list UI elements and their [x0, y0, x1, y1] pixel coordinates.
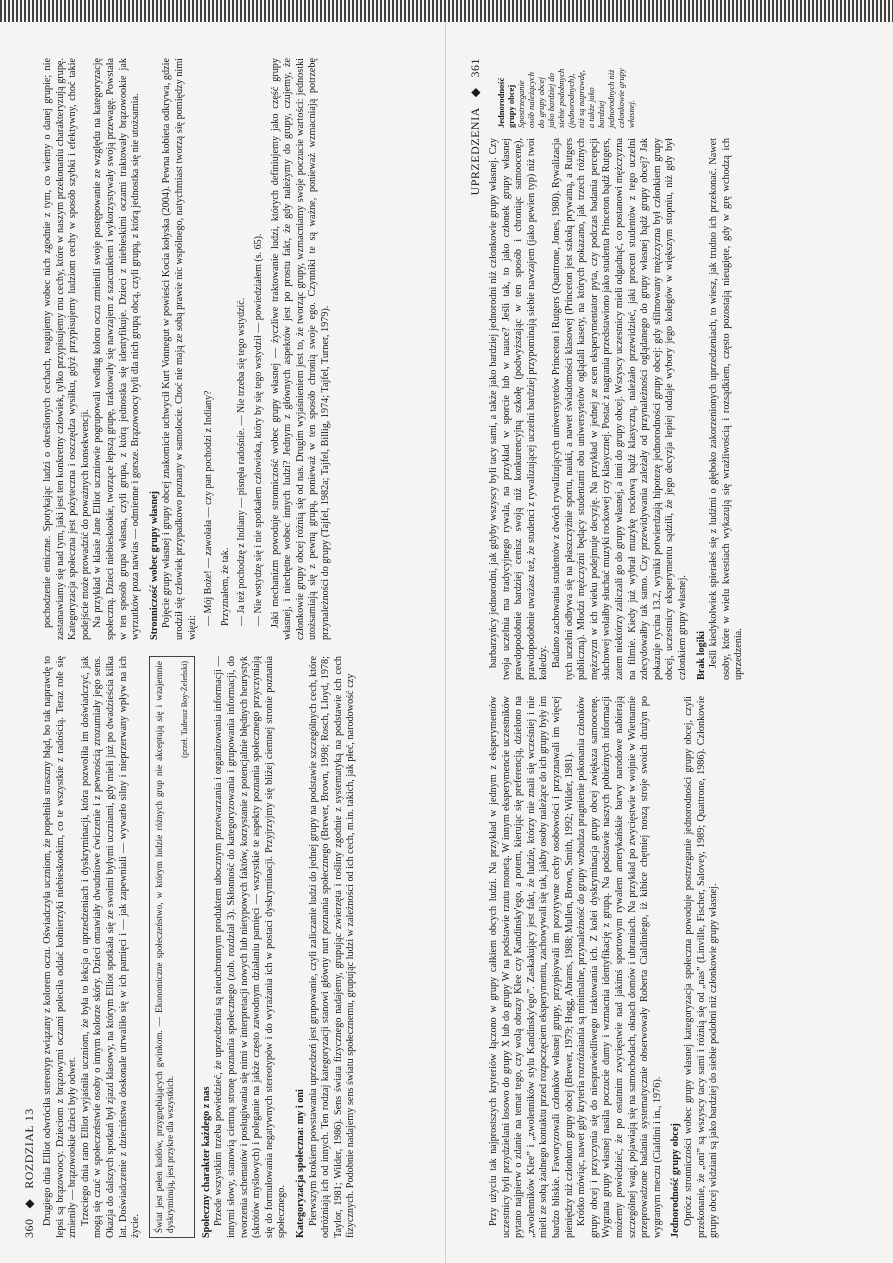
section-heading: Kategoryzacja społeczna: my i oni [294, 1089, 306, 1238]
paragraph: Drugiego dnia Elliot odwróciła stereotyp związany z kolorem oczu. Oświadczyła uczniom, że popełniła straszny błąd, bo tak naprawdę to lepsi są brązowoocy. Dzieciom z brązowymi oczami poleciła oddać kołnierzyki niebieskookim, co te wszystkie z radością. Teraz role się zmieniły — brązowookie dzieci były odwet. [42, 656, 79, 1238]
dialog-line: Przyznałem, że tak. [219, 547, 231, 626]
paragraph: Oprócz stronniczości wobec grupy własnej kategoryzacja społeczna powoduje postrzeganie jednorodności grupy obcej, czyli przekonanie, że „oni” są wszyscy tacy sami i różnią się od „nas” (Linville, Fischer, Salovey, 1989; Quattrone, 1986). Członkowie grupy obcej widziani są jako bardziej do siebie podobni niż członkowie grupy własnej. [682, 696, 720, 1238]
section-heading: Społeczny charakter każdego z nas [200, 1086, 212, 1238]
quote-source: (przeł. Tadeusz Boy-Żeleński) [179, 661, 189, 758]
paragraph: Jaki mechanizm powoduje stronniczość wobec grupy własnej — życzliwe traktowanie ludzi, których definiujemy jako część grupy własnej, i niechętne wobec innych ludzi? Jednym z głównych aspektów jest po prostu fakt, że gdy należymy do grupy, czujemy, że członkowie grupy obcej różnią się od nas. Drugim wyjaśnieniem jest to, że tworząc grupy, wzmacniamy swoje poczucie wartości: jednostki utożsamiają się z pewną grupą, ponieważ w ten sposób chronią swoje ego. Czynniki te są ważne, ponieważ wzmacniają potrzebę przynależności do grupy (Tajfel, 1982a; Tajfel, Billig, 1974; Tajfel, Turner, 1979). [269, 58, 331, 640]
paragraph: Przy użyciu tak najprostszych kryteriów łączono w grupy całkiem obcych ludzi. Na przykład w jednym z eksperymentów uczestnicy byli przydzielani losowo do grupy X lub do grupy W na podstawie rzutu monetą. W innym eksperymencie uczestników pytano najpierw o zdanie na temat tego, czy wolą obrazy Klee czy Kandinsky'ego, a potem, kierując się preferencją, dzielono na „zwolenników Klee” i „zwolenników stylu Kandinsky'ego”. Zaskakujący jest fakt, że ludzie, którzy nie znali się wcześniej i nie mieli ze sobą żadnego kontaktu przed rozpoczęciem eksperymentu, zachowywali się tak, jakby osoby należące do ich grupy były im bardzo bliskie. Faworyzowali członków własnej grupy, przypisywali im pozytywne cechy osobowości i przyznawali im więcej pieniędzy niż członkom grupy obcej (Brewer, 1979; Hogg, Abrams, 1988; Mullen, Brown, Smith, 1992; Wilder, 1981). [488, 696, 575, 1238]
left-page [14, 17, 434, 1258]
paragraph: Na przykład w klasie Jane Elliot uczniowie pogrupowali według koloru oczu zmienili swoje postępowanie ze względu na kategoryzację społeczną. Dzieci niebieskookie, tworzące lepszą grupę, traktowały się nawzajem z szacunkiem i wykorzystywały swoją przewagę. Powstała w ten sposób grupa własna, czyli grupa, z którą jednostka się identyfikuje. Dzieci z niebieskimi oczami traktowały brązowookie jak wyrzutków poza nawias — odmienne i gorsze. Brązowoocy byli dla nich grupą obcą, czyli grupą, z którą jednostka się nie utożsamia. [92, 58, 142, 640]
paragraph: barbarzyńcy jednorodni, jak gdyby wszyscy byli tacy sami, a także jako bardziej jednorodni niż członkowie grupy własnej. Czy twoja uczelnia ma tradycyjnego rywala, na przykład w sporcie lub w nauce? Jeśli tak, to jako członek grupy własnej prawdopodobnie bardziej cenisz swoją niż konkurencyjną szkołę (podwyższając w ten sposób i chroniąc samoocenę), prawdopodobnie uważasz też, że studenci z rywalizującej uczelni bardziej przypominają siebie nawzajem (jako pewien typ) niż twoi koledzy. [488, 138, 550, 680]
margin-term: Jednorodność grupy obcej [496, 77, 516, 128]
bullet-icon: ◆ [21, 1198, 36, 1209]
section-heading: Jednorodność grupy obcej [670, 1123, 682, 1238]
paragraph: Pierwszym krokiem powstawania uprzedzeń jest grupowanie, czyli zaliczanie ludzi do jednej grupy na podstawie szczególnych cech, które odróżniają ich od innych. Ten rodzaj kategoryzacji stanowi główny nurt poznania społecznego (Brewer, Brown, 1998; Rosch, Lloyd, 1978; Taylor, 1981; Wilder, 1986). Sens świata fizycznego nadajemy, grupując zwierzęta i rośliny zgodnie z systematyką na podstawie ich cech fizycznych. Podobnie nadajemy sens światu społecznemu, grupując ludzi w zależności od ich cech, m.in. takich, jak płeć, narodowość czy [307, 656, 357, 1238]
section-heading: Stronniczość wobec grupy własnej [148, 491, 160, 640]
left-page-number: 360 [21, 1218, 36, 1238]
paragraph: Jeśli kiedykolwiek spierałeś się z ludźmi o głęboko zakorzenionych uprzedzeniach, to wiesz, jak trudno ich przekonać. Nawet osoby, które w wielu kwestiach wykazują się wrażliwością i rozsądkiem, często pozostają nieugięte, gdy w grę wchodzą ich uprzedzenia. [708, 138, 745, 680]
left-column-2 [42, 58, 422, 640]
book-spread [0, 22, 893, 1263]
paragraph: Badano zachowania studentów z dwóch rywalizujących uniwersytetów Princeton i Rutgers (Quattrone, Jones, 1980). Rywalizacja tych uczelni odbywa się na płaszczyźnie sportu, nauki, a nawet świadomości klasowej (Princeton jest szkołą prywatną, a Rutgers publiczną). Młodzi mężczyźni będący studentami obu uniwersytetów oglądali kasety, na których pokazano, jak trzech różnych mężczyzn w ich wieku podejmuje decyzję. Na przykład w jednej ze scen eksperymentator pyta, czy podczas badania percepcji słuchowej wolałby słuchać muzyki rockowej czy klasycznej. Postać z nagrania przedstawiono jako studenta Princeton bądź Rutgers, zatem niektórzy zaliczali go do grupy własnej, a inni do grupy obcej. Wszyscy uczestnicy mieli odgadnąć, co postanowi mężczyzna na filmie. Kiedy już wybrał muzykę rockową bądź klasyczną, należało przewidzieć, jaki procent studentów z tego uczelni zdecydowałby tak samo. Czy przewidywania zależały od przynależności oglądanego do grupy własnej bądź grupy obcej? Jak pokazuje rycina 13.2, wyniki potwierdzają hipotezę jednorodności grupy obcej: gdy sfilmowany mężczyzna był członkiem grupy obcej, uczestnicy eksperymentu sądzili, że jego decyzja lepiej oddaje wybory jego kolegów w większym stopniu, niż gdy był członkiem grupy własnej. [550, 138, 688, 680]
right-column-1 [488, 696, 868, 1238]
right-column-2 [488, 138, 868, 680]
dialog-line: — Mój Boże! — zawołała — czy pan pochodzi z Indiany? [203, 390, 215, 626]
right-page [460, 17, 870, 1258]
right-page-number: 361 [467, 58, 482, 78]
dialog-line: — Nie wstydzę się i nie spotkałem człowieka, który by się tego wstydził — powiedziałem (s. 65). [252, 233, 264, 626]
quote-box [149, 656, 195, 1238]
left-running-head [20, 58, 38, 1238]
paragraph: pochodzenie etniczne. Spotykając ludzi o określonych cechach, reagujemy wobec nich zgodnie z tym, co wiemy o danej grupie; nie zastanawiamy się nad tym, jaki jest ten konkretny człowiek, tylko przypisujemy mu cechy, które w naszym przekonaniu charakteryzują grupę. Kategoryzacja społeczna jest pożyteczna i oszczędza wysiłku, gdyż przypisujemy ludziom cechy w sposób szybki i efektywny, choć takie podejście może prowadzić do poważnych konsekwencji. [42, 58, 91, 640]
section-heading: Brak logiki [695, 631, 707, 680]
bullet-icon: ◆ [467, 87, 482, 98]
dialog-line: — Ja też pochodzę z Indiany — pisnęła radośnie. — Nie trzeba się tego wstydzić. [236, 297, 248, 626]
paragraph: Trzeciego dnia rano Elliot wyjaśniła uczniom, że była to lekcja o uprzedzeniach i dyskryminacji, która pozwoliła im doświadczyć, jak mogą się czuć w społeczeństwie osoby o innym kolorze skóry. Dzieci omawiały dwudniowe ćwiczenie i z pewnością zrozumiały jego sens. Okazja do dalszych spotkań był zjazd klasowy, na którym Elliot spotkała się ze swoimi byłymi uczniami, gdy mieli już po dwadzieścia kilka lat. Doświadczenie z dzieciństwa doskonale utrwaliło się w ich pamięci i — jak zapewniali — wywarło silny i nieprzerwany wpływ na ich życie. [79, 656, 142, 1238]
paragraph: Przede wszystkim trzeba powiedzieć, że uprzedzenia są nieuchronnym produktem ubocznym przetwarzania i organizowania informacji — innymi słowy, stanowią ciemną stronę poznania społecznego (zob. rozdział 3). Skłonność do kategoryzowania i grupowania informacji, do tworzenia schematów i posługiwania się nimi w interpretacji nowych lub nietypowych faktów, korzystanie z potencjalnie błędnych heurystyk (skrótów myślowych) i poleganie na jakże często zawodnym działaniu pamięci — wszystkie te aspekty poznania społecznego przyczyniają się do formułowania negatywnych stereotypów i do wyrażania ich w postaci dyskryminacji. Przyjrzyjmy się bliżej ciemnej stronie poznania społecznego. [213, 656, 288, 1238]
paragraph: Krótko mówiąc, nawet gdy kryteria rozróżniania są minimalne, przynależność do grupy wzbudza pragnienie pokonania członków grupy obcej i przyczynia się do niesprawiedliwego traktowania ich. Z kolei dyskryminacja grupy obcej zwiększa samoocenę. Wygrana grupy własnej nasila poczucie dumy i wzmacnia identyfikację z grupą. Na podstawie naszych pobieżnych informacji możemy powiedzieć, że po ostatnim zwycięstwie nad jakimś sportowym rywalem amerykańskie barwy narodowe nabierają szczególnej wagi, pojawiają się na samochodach, oknach domów i ubraniach. Na przykład po zwycięstwie w wojnie w Wietnamie przeprowadzone badania systematycznie obserwowały Roberta Cialdiniego, iż kibice chętniej noszą stroje swoich drużyn po wygranym meczu (Cialdini i in., 1976). [576, 696, 663, 1238]
right-chapter-title: UPRZEDZENIA [467, 107, 482, 196]
left-chapter-title: ROZDZIAŁ 13 [21, 1108, 36, 1189]
margin-text: Spostrzeganie osób należących do grupy obcej jako bardziej do siebie podobnych (jednorodnych), niż są naprawdę, a także jako bardziej jednorodnych niż członkowie grupy własnej. [516, 68, 636, 128]
right-running-head [466, 58, 484, 1238]
margin-definition [496, 68, 636, 128]
paragraph: Pojęcie grupy własnej i grupy obcej znakomicie uchwycił Kurt Vonnegut w powieści Kocia kołyska (2004). Pewna kobieta odkrywa, gdzie urodził się człowiek przypadkowo poznany w samolocie. Choć nie mają ze sobą prawie nic wspólnego, natychmiast tworzą się pomiędzy nimi więzi: [161, 58, 198, 640]
quote-text: Świat jest pełen kotłów, przygnębiających gwinkom. — Ekonomiczne społeczeństwo, w którym ludzie różnych grup nie akceptują się i wzajemnie dyskryminują, jest przykre dla wszystkich. [153, 661, 175, 1233]
left-column-1 [42, 656, 422, 1238]
